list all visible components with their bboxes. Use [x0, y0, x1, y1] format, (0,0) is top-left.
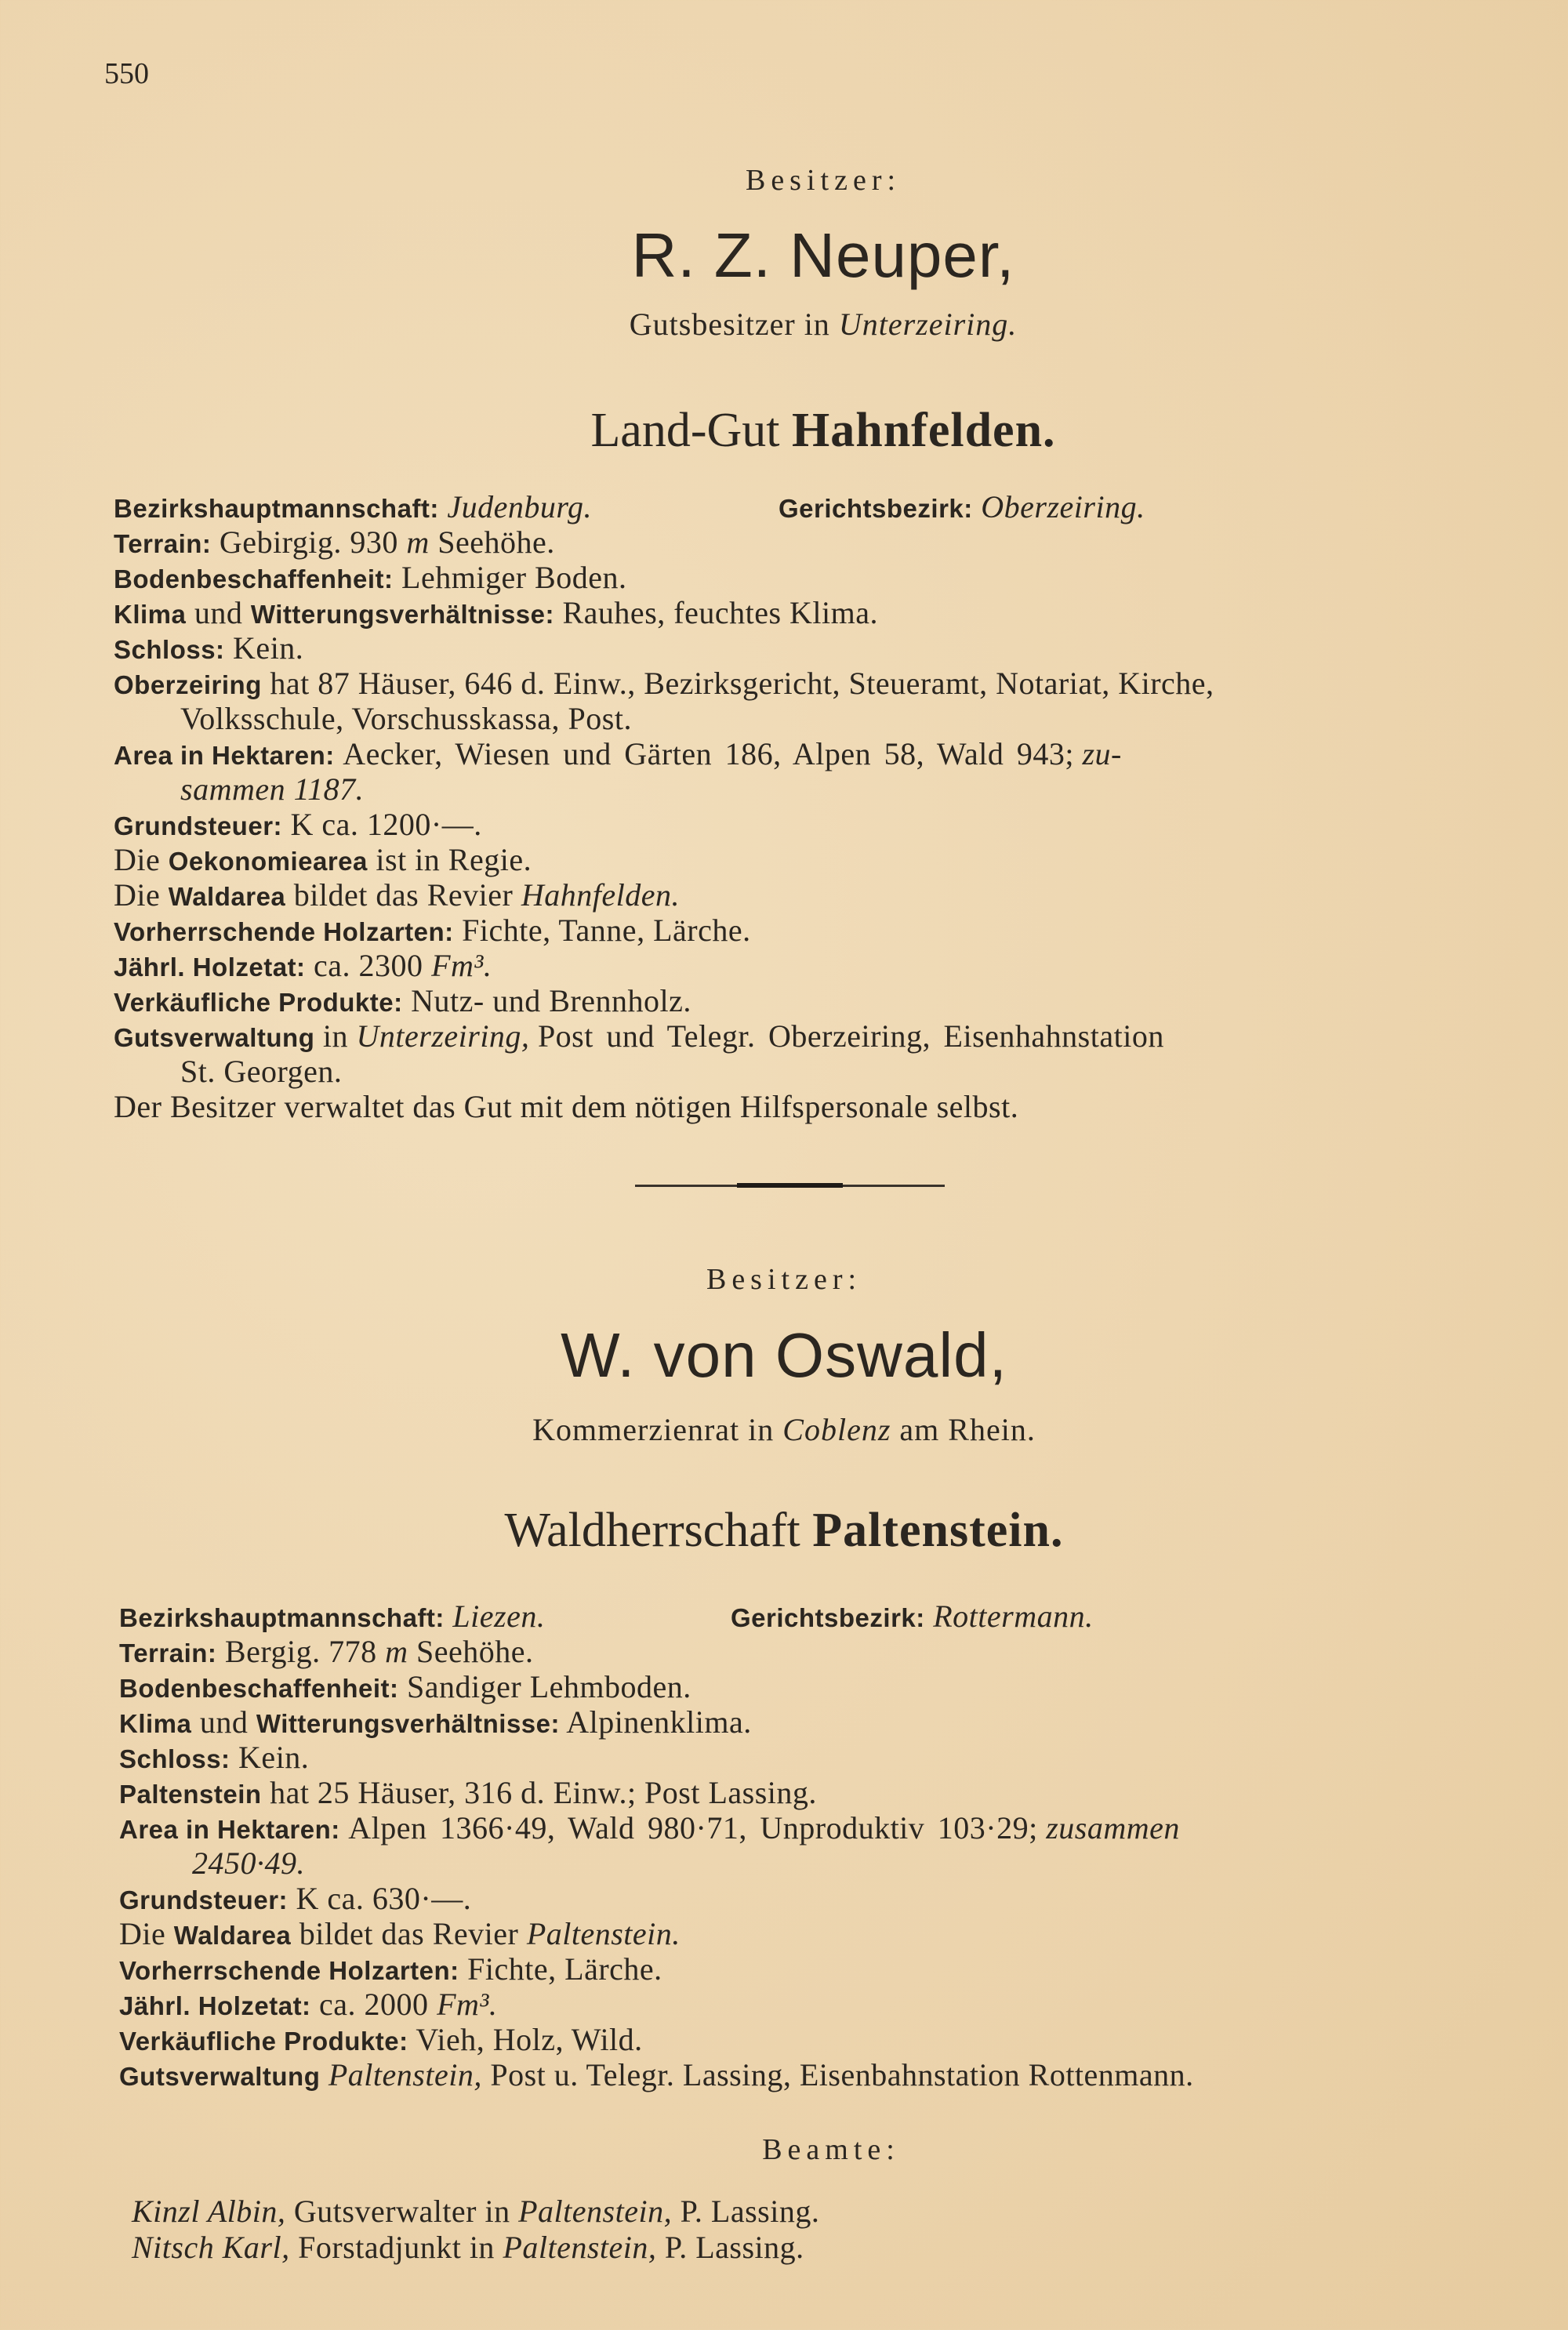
owner-title-text: Gutsbesitzer in — [629, 307, 830, 342]
separator-rule-left — [635, 1185, 737, 1187]
entry-line: Jährl. Holzetat: ca. 2300 Fm³. — [114, 948, 492, 983]
entry-line: Gerichtsbezirk: Oberzeiring. — [779, 489, 1145, 524]
owner-title-rest: am Rhein. — [899, 1412, 1036, 1447]
entry-line: Gutsverwaltung Paltenstein, Post u. Telegr. Lassing, Eisenbahnstation Rottenmann. — [119, 2057, 1194, 2092]
entry-line: Area in Hektaren: Aecker, Wiesen und Gärten 186, Alpen 58, Wald 943; zu- — [114, 736, 1122, 771]
entry-line: Bezirkshauptmannschaft: Judenburg. — [114, 489, 593, 524]
entry-line: Vorherrschende Holzarten: Fichte, Lärche. — [119, 1951, 662, 1987]
entry-line: Klima und Witterungsverhältnisse: Alpinenklima. — [119, 1704, 752, 1740]
officials-heading: Beamte: — [762, 2133, 900, 2166]
entry-line: Verkäufliche Produkte: Vieh, Holz, Wild. — [119, 2022, 643, 2057]
entry-line: Der Besitzer verwaltet das Gut mit dem nötigen Hilfspersonale selbst. — [114, 1089, 1019, 1124]
entry-line: Verkäufliche Produkte: Nutz- und Brennholz. — [114, 983, 691, 1018]
entry-line: Grundsteuer: K ca. 1200·—. — [114, 807, 482, 842]
entry-line: Die Waldarea bildet das Revier Paltenstein. — [119, 1916, 681, 1951]
entry-line: Gutsverwaltung in Unterzeiring, Post und Telegr. Oberzeiring, Eisenhahnstation — [114, 1018, 1164, 1054]
estate-name: Hahnfelden. — [791, 404, 1056, 457]
entry-line: Vorherrschende Holzarten: Fichte, Tanne, Lärche. — [114, 913, 751, 948]
entry-line: Bodenbeschaffenheit: Sandiger Lehmboden. — [119, 1669, 691, 1704]
entry-line: Area in Hektaren: Alpen 1366·49, Wald 980·71, Unproduktiv 103·29; zusammen — [119, 1810, 1180, 1845]
entry-line: Schloss: Kein. — [114, 630, 304, 666]
entry-line: Die Oekonomiearea ist in Regie. — [114, 842, 532, 877]
entry-line: Paltenstein hat 25 Häuser, 316 d. Einw.; Post Lassing. — [119, 1775, 817, 1810]
entry-line: Jährl. Holzetat: ca. 2000 Fm³. — [119, 1987, 498, 2022]
entry-line: Oberzeiring hat 87 Häuser, 646 d. Einw., Bezirksgericht, Steueramt, Notariat, Kirche, — [114, 666, 1214, 701]
entry-line: Klima und Witterungsverhältnisse: Rauhes, feuchtes Klima. — [114, 595, 878, 630]
owner-heading: Besitzer: — [706, 1263, 862, 1296]
entry-line: Grundsteuer: K ca. 630·—. — [119, 1881, 472, 1916]
owner-place: Coblenz — [782, 1412, 891, 1447]
estate-title — [0, 403, 1568, 459]
entry-line: Gerichtsbezirk: Rottermann. — [731, 1599, 1094, 1634]
entry-line-continuation: 2450·49. — [192, 1845, 305, 1881]
owner-title — [0, 306, 1568, 343]
owner-name: R. Z. Neuper, — [631, 220, 1015, 290]
owner-title-text: Kommerzienrat in — [532, 1412, 775, 1447]
entry-line-continuation: St. Georgen. — [180, 1054, 343, 1089]
estate-prefix: Waldherrschaft — [504, 1504, 800, 1557]
entry-line: Bezirkshauptmannschaft: Liezen. — [119, 1599, 546, 1634]
estate-prefix: Land-Gut — [590, 404, 780, 457]
entry-line-continuation: Volksschule, Vorschusskassa, Post. — [180, 701, 632, 736]
separator-rule-right — [843, 1185, 945, 1187]
owner-heading: Besitzer: — [745, 164, 902, 197]
separator-rule-center — [737, 1183, 843, 1188]
entry-line: Bodenbeschaffenheit: Lehmiger Boden. — [114, 560, 627, 595]
owner-title — [0, 1411, 1568, 1448]
entry-line: Terrain: Bergig. 778 m Seehöhe. — [119, 1634, 534, 1669]
official-line: Kinzl Albin, Gutsverwalter in Paltenstein, P. Lassing. — [132, 2194, 820, 2229]
official-line: Nitsch Karl, Forstadjunkt in Paltenstein, P. Lassing. — [132, 2230, 804, 2265]
page-number: 550 — [104, 57, 149, 90]
entry-line-continuation: sammen 1187. — [180, 771, 365, 807]
entry-line: Schloss: Kein. — [119, 1740, 310, 1775]
estate-name: Paltenstein. — [812, 1504, 1064, 1557]
entry-line: Terrain: Gebirgig. 930 m Seehöhe. — [114, 524, 555, 560]
estate-title — [0, 1503, 1568, 1559]
owner-name: W. von Oswald, — [561, 1320, 1007, 1390]
entry-line: Die Waldarea bildet das Revier Hahnfelden. — [114, 877, 680, 913]
owner-place: Unterzeiring. — [838, 307, 1018, 342]
